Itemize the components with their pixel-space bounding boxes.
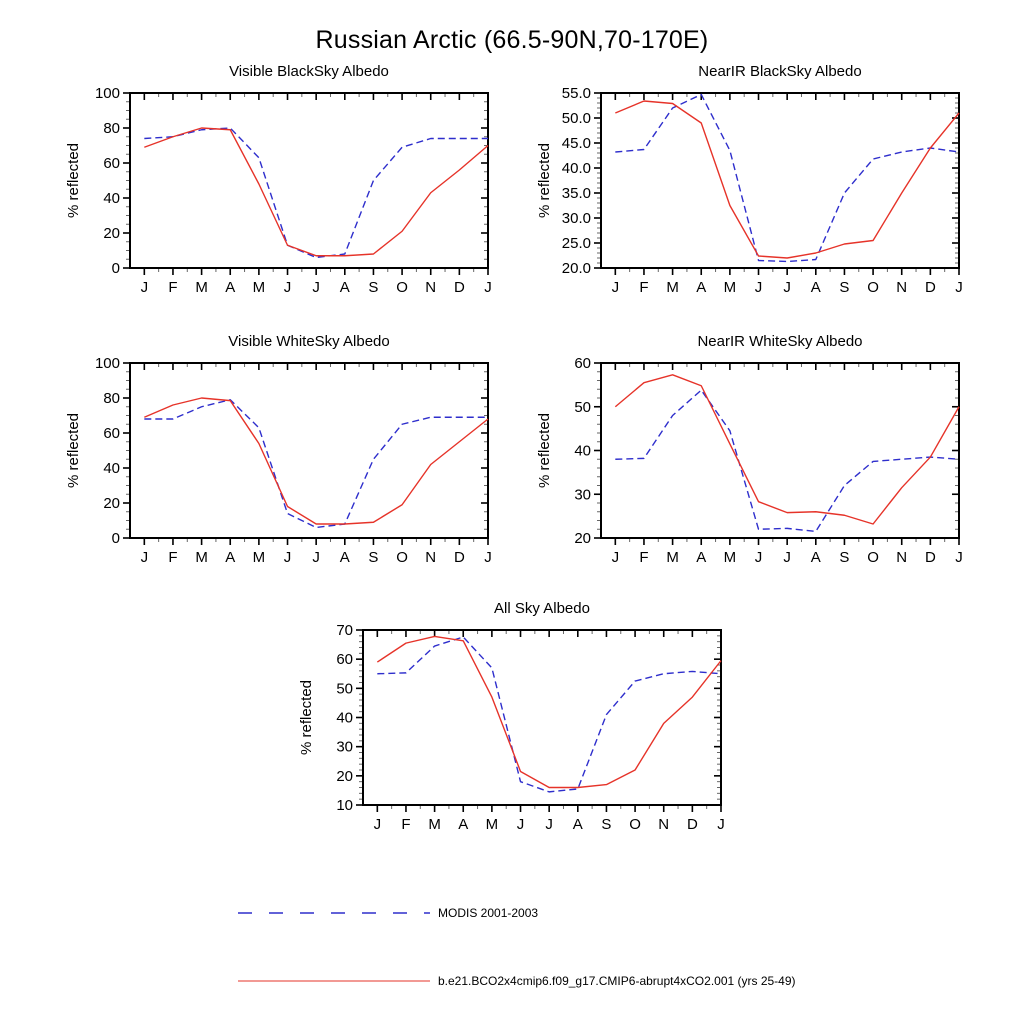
x-tick-label: A <box>572 816 583 833</box>
x-tick-label: J <box>484 279 492 296</box>
x-tick-label: F <box>639 279 649 296</box>
x-tick-label: J <box>545 816 553 833</box>
x-tick-label: J <box>283 549 292 566</box>
subplot-allsky <box>285 597 745 842</box>
modis-curve <box>615 390 959 531</box>
x-tick-label: J <box>516 816 525 833</box>
y-tick-label: 80 <box>103 390 120 407</box>
x-tick-label: S <box>601 816 612 833</box>
subplot-canvas <box>52 60 512 305</box>
y-tick-label: 35.0 <box>561 185 591 202</box>
y-tick-label: 60 <box>103 425 120 442</box>
y-tick-label: 45.0 <box>561 135 591 152</box>
x-tick-label: J <box>754 279 763 296</box>
y-tick-label: 30.0 <box>561 210 591 227</box>
y-tick-label: 50.0 <box>561 110 591 127</box>
legend-line-solid-icon <box>237 973 431 989</box>
x-tick-label: F <box>168 279 178 296</box>
y-tick-label: 25.0 <box>561 235 591 252</box>
subplot-nearir-whitesky <box>523 330 983 575</box>
modis-curve <box>615 95 959 262</box>
x-tick-label: A <box>339 549 350 566</box>
x-tick-label: F <box>639 549 649 566</box>
x-tick-label: N <box>896 279 908 296</box>
legend-label-modis: MODIS 2001-2003 <box>438 906 539 920</box>
x-tick-label: M <box>195 549 208 566</box>
x-tick-label: A <box>810 279 821 296</box>
legend-item-model <box>237 973 796 989</box>
y-tick-label: 40 <box>336 709 353 727</box>
subplot-title: NearIR BlackSky Albedo <box>698 63 862 80</box>
y-tick-label: 100 <box>94 355 120 372</box>
y-tick-label: 30 <box>574 486 591 504</box>
y-axis-label: % reflected <box>298 679 315 756</box>
y-tick-label: 0 <box>111 530 120 547</box>
x-tick-label: D <box>453 549 465 566</box>
x-tick-label: A <box>339 279 350 296</box>
modis-curve <box>144 128 488 258</box>
x-tick-label: A <box>696 549 707 566</box>
y-tick-label: 60 <box>103 155 120 172</box>
x-tick-label: J <box>611 549 620 566</box>
modis-curve <box>377 637 721 792</box>
y-tick-label: 20.0 <box>561 260 591 277</box>
y-axis-label: % reflected <box>65 412 82 489</box>
x-tick-label: J <box>373 816 382 833</box>
y-tick-label: 40 <box>574 442 591 460</box>
x-tick-label: J <box>312 279 320 296</box>
model-curve <box>615 375 959 524</box>
y-tick-label: 20 <box>103 225 120 242</box>
subplot-nearir-blacksky <box>523 60 983 305</box>
y-tick-label: 20 <box>574 530 591 547</box>
x-tick-label: O <box>396 549 408 566</box>
subplot-canvas <box>523 60 983 305</box>
y-tick-label: 60 <box>574 355 591 372</box>
legend-label-model: b.e21.BCO2x4cmip6.f09_g17.CMIP6-abrupt4xCO2.001 (yrs 25-49) <box>438 974 796 988</box>
y-tick-label: 100 <box>94 85 120 102</box>
y-tick-label: 0 <box>111 260 120 277</box>
subplot-canvas <box>52 330 512 575</box>
x-tick-label: J <box>754 549 763 566</box>
x-tick-label: F <box>401 816 411 833</box>
x-tick-label: M <box>666 549 679 566</box>
x-tick-label: F <box>168 549 178 566</box>
subplot-title: Visible BlackSky Albedo <box>229 63 389 80</box>
x-tick-label: M <box>485 816 499 833</box>
x-tick-label: A <box>696 279 707 296</box>
x-tick-label: J <box>955 279 963 296</box>
plot-box <box>130 363 488 538</box>
x-tick-label: J <box>783 279 791 296</box>
x-tick-label: M <box>723 549 737 566</box>
subplot-canvas <box>523 330 983 575</box>
y-tick-label: 20 <box>103 495 120 512</box>
y-tick-label: 40 <box>103 190 120 207</box>
modis-curve <box>144 400 488 528</box>
x-tick-label: S <box>368 279 379 296</box>
x-tick-label: S <box>839 549 850 566</box>
model-curve <box>377 636 721 787</box>
x-tick-label: M <box>666 279 679 296</box>
x-tick-label: D <box>924 279 936 296</box>
subplot-canvas <box>285 597 745 842</box>
x-tick-label: O <box>396 279 408 296</box>
y-axis-label: % reflected <box>65 142 82 219</box>
x-tick-label: A <box>225 279 236 296</box>
subplot-title: Visible WhiteSky Albedo <box>228 333 390 350</box>
x-tick-label: O <box>629 816 641 833</box>
subplot-visible-blacksky <box>52 60 512 305</box>
x-tick-label: D <box>924 549 936 566</box>
model-curve <box>615 101 959 258</box>
y-tick-label: 55.0 <box>561 85 591 102</box>
subplot-visible-whitesky <box>52 330 512 575</box>
y-axis-label: % reflected <box>536 412 553 489</box>
x-tick-label: O <box>867 549 879 566</box>
y-tick-label: 70 <box>336 622 353 639</box>
x-tick-label: A <box>225 549 236 566</box>
x-tick-label: A <box>810 549 821 566</box>
x-tick-label: O <box>867 279 879 296</box>
y-tick-label: 10 <box>336 797 353 814</box>
x-tick-label: D <box>453 279 465 296</box>
y-tick-label: 40 <box>103 460 120 477</box>
x-tick-label: J <box>955 549 963 566</box>
x-tick-label: J <box>484 549 492 566</box>
x-tick-label: M <box>195 279 208 296</box>
y-tick-label: 60 <box>336 651 353 669</box>
x-tick-label: M <box>252 549 266 566</box>
y-tick-label: 50 <box>336 680 353 698</box>
x-tick-label: D <box>686 816 698 833</box>
model-curve <box>144 128 488 256</box>
x-tick-label: N <box>658 816 670 833</box>
x-tick-label: M <box>252 279 266 296</box>
x-tick-label: A <box>458 816 469 833</box>
x-tick-label: S <box>368 549 379 566</box>
x-tick-label: J <box>140 279 149 296</box>
x-tick-label: M <box>428 816 441 833</box>
x-tick-label: N <box>425 549 437 566</box>
x-tick-label: N <box>896 549 908 566</box>
x-tick-label: J <box>312 549 320 566</box>
x-tick-label: J <box>717 816 725 833</box>
plot-box <box>363 630 721 805</box>
plot-box <box>601 363 959 538</box>
legend-line-dashed-icon <box>237 905 431 921</box>
page-title: Russian Arctic (66.5-90N,70-170E) <box>315 26 709 54</box>
x-tick-label: S <box>839 279 850 296</box>
subplot-title: NearIR WhiteSky Albedo <box>697 333 863 350</box>
y-tick-label: 30 <box>336 738 353 756</box>
y-axis-label: % reflected <box>536 142 553 219</box>
y-tick-label: 20 <box>336 767 353 785</box>
x-tick-label: J <box>783 549 791 566</box>
y-tick-label: 50 <box>574 398 591 416</box>
legend-item-modis <box>237 905 538 921</box>
x-tick-label: J <box>140 549 149 566</box>
plot-box <box>601 93 959 268</box>
x-tick-label: J <box>611 279 620 296</box>
plot-box <box>130 93 488 268</box>
subplot-title: All Sky Albedo <box>494 600 590 617</box>
x-tick-label: M <box>723 279 737 296</box>
x-tick-label: J <box>283 279 292 296</box>
y-tick-label: 80 <box>103 120 120 137</box>
x-tick-label: N <box>425 279 437 296</box>
y-tick-label: 40.0 <box>561 160 591 177</box>
